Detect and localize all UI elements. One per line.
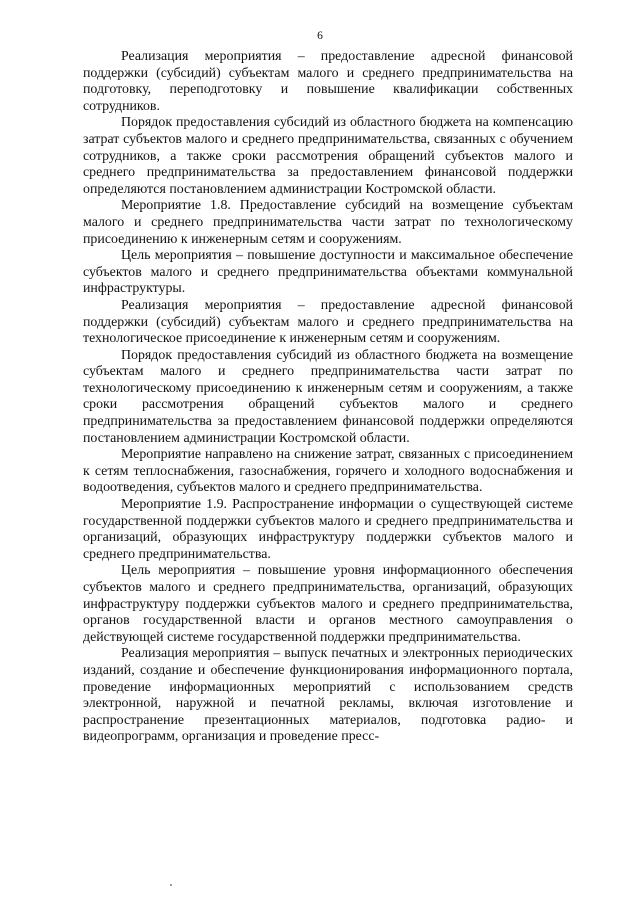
paragraph-3: Мероприятие 1.8. Предоставление субсидий на возмещение субъектам малого и среднего предпринимательства части затрат по технологическому присоединению к инженерным сетям и сооружениям.: [83, 198, 573, 247]
paragraph-9: Цель мероприятия – повышение уровня информационного обеспечения субъектов малого и среднего предпринимательства, организаций, образующих инфраструктуру поддержки субъектов малого и среднего предпринимательства, органов государственной власти и органов местного самоуправления о действующей системе государственной поддержки предпринимательства.: [83, 563, 573, 645]
paragraph-10: Реализация мероприятия – выпуск печатных и электронных периодических изданий, создание и обеспечение функционирования информационного портала, проведение информационных мероприятий с использованием средств электронной, наружной и печатной рекламы, включая изготовление и распространение презентационных материалов, подготовка радио- и видеопрограмм, организация и проведение пресс-: [83, 646, 573, 745]
paragraph-8: Мероприятие 1.9. Распространение информации о существующей системе государственной поддержки субъектов малого и среднего предпринимательства и организаций, образующих инфраструктуру поддержки субъектов малого и среднего предпринимательства.: [83, 497, 573, 562]
paragraph-6: Порядок предоставления субсидий из областного бюджета на возмещение субъектам малого и среднего предпринимательства части затрат по технологическому присоединению к инженерным сетям и сооружениям, а также сроки рассмотрения обращений субъектов малого и среднего предпринимательства за предоставлением финансовой поддержки определяются постановлением администрации Костромской области.: [83, 347, 573, 446]
paragraph-1: Реализация мероприятия – предоставление адресной финансовой поддержки (субсидий) субъектам малого и среднего предпринимательства на подготовку, переподготовку и повышение квалификации собственных сотрудников.: [83, 49, 573, 114]
paragraph-2: Порядок предоставления субсидий из областного бюджета на компенсацию затрат субъектов малого и среднего предпринимательства, связанных с обучением сотрудников, а также сроки рассмотрения обращений субъектов малого и среднего предпринимательства за предоставлением финансовой поддержки определяются постановлением администрации Костромской области.: [83, 115, 573, 197]
paragraph-5: Реализация мероприятия – предоставление адресной финансовой поддержки (субсидий) субъектам малого и среднего предпринимательства на технологическое присоединение к инженерным сетям и сооружениям.: [83, 297, 573, 347]
page-number: 6: [317, 30, 323, 42]
paragraph-7: Мероприятие направлено на снижение затрат, связанных с присоединением к сетям теплоснабжения, газоснабжения, горячего и холодного водоснабжения и водоотведения, субъектов малого и среднего предпринимательства.: [83, 447, 573, 496]
document-body: [83, 49, 573, 746]
scan-artifact-dot: [170, 884, 172, 886]
paragraph-4: Цель мероприятия – повышение доступности и максимальное обеспечение субъектов малого и среднего предпринимательства объектами коммунальной инфраструктуры.: [83, 248, 573, 297]
